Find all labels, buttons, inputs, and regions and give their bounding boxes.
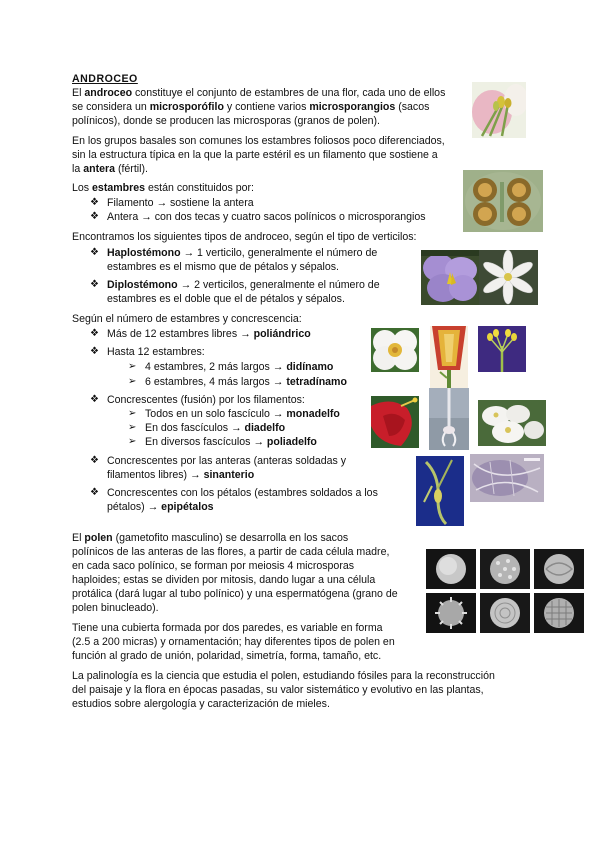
polen-line-4: haploides; estas se dividen por mitosis, dando lugar a una célula bbox=[72, 574, 376, 586]
intro-line-3: polínicos), donde se producen las microsporas (granos de polen). bbox=[72, 115, 380, 127]
palinologia-line-2: del paisaje y la flora en épocas pasadas, su valor sistemático y evolutivo en las plantas, bbox=[72, 684, 484, 696]
section-title: ANDROCEO bbox=[72, 73, 138, 85]
epipetalos-photo bbox=[470, 454, 544, 502]
basal-line-2: sin la estructura típica en la que la parte estéril es un filamento que sostiene a bbox=[72, 149, 438, 161]
stamen-closeup-photo bbox=[472, 82, 526, 138]
purple-flower-photo bbox=[421, 250, 479, 305]
estambres-intro: Los estambres están constituidos por: bbox=[72, 182, 254, 194]
pollen-sem-5 bbox=[480, 593, 530, 633]
polen-line-5: protálica (dará lugar al tubo polínico) y una espermatógena (grano de bbox=[72, 588, 398, 600]
pollen-sem-6 bbox=[534, 593, 584, 633]
tubular-flower-photo bbox=[430, 326, 468, 390]
pollen-sem-3 bbox=[534, 549, 584, 589]
intro-line-1: El androceo constituye el conjunto de estambres de una flor, cada uno de ellos bbox=[72, 87, 446, 99]
white-rose-photo bbox=[371, 328, 419, 372]
pollen-sem-4 bbox=[426, 593, 476, 633]
white-star-flower-photo bbox=[479, 250, 538, 305]
polen-line-3: en cada saco polínico, se forman por meiosis 4 microsporas bbox=[72, 560, 355, 572]
polen-line-2: polínicos de las anteras de las flores, a partir de cada célula madre, bbox=[72, 546, 390, 558]
polen-line-6: polen binucleado). bbox=[72, 602, 159, 614]
document-page: ANDROCEO El androceo constituye el conjunto de estambres de una flor, cada uno de ellos se considera un microsporófilo y contiene varios microsporangios (sacos polínicos), donde se producen las microsporas (granos de polen). En los grupos basales son comunes los estambres foliosos poco diferenciados, sin la estructura típica en la que la parte estéril es un filamento que sostiene a la antera (fértil). Los estambres están constituidos por: ❖ Filamento → sostiene la antera ❖ Antera → con dos tecas y cuatro sacos polínicos o microsporangios Encontramos los siguientes tipos de androceo, según el tipo de verticilos: ❖ Haplostémono → 1 verticilo, generalmente el número de estambres es el mismo que de pétalos y sépalos. ❖ Diplostémono → 2 verticilos, generalmente el número de estambres es el doble que el de pétalos y sépalos. Según el número de estambres y concrescencia: ❖ Más de 12 estambres libres → poliándrico ❖ Hasta 12 estambres: ➢ 4 estambres, 2 más largos → didínamo ➢ 6 estambres, 4 más largos → tetradínamo ❖ Concrescentes (fusión) por los filamentos: ➢ Todos en un solo fascículo → monadelfo ➢ En dos fascículos → diadelfo ➢ En diversos fascículos → poliadelfo ❖ Concrescentes por las anteras (anteras soldadas y filamentos libres) → sinanterio ❖ Concrescentes con los pétalos (estambres soldados a los pétalos) → epipétalos El polen (gametofito masculino) se desarrolla en los sacos polínicos de las anteras de las flores, a partir de cada célula madre, en cada saco polínico, se forman por meiosis 4 microsporas haploides; estas se dividen por mitosis, dando lugar a una célula protálica (dará lugar al tubo polínico) y una espermatógena (grano de polen binucleado). Tiene una cubierta formada por dos paredes, es variable en forma (2.5 a 200 micras) y ornamentación; hay diferentes tipos de polen en función al grado de unión, polaridad, simetría, forma, tamaño, etc. La palinología es la ciencia que estudia el polen, estudiando fósiles para la reconstrucción del paisaje y la flora en épocas pasadas, su valor sistemático y evolutivo en las plantas, estudios sobre alergología y caracterización de mieles. bbox=[0, 0, 600, 848]
pollen-sem-2 bbox=[480, 549, 530, 589]
basal-line-1: En los grupos basales son comunes los estambres foliosos poco diferenciados, bbox=[72, 135, 445, 147]
intro-line-2: se considera un microsporófilo y contiene varios microsporangios (sacos bbox=[72, 101, 430, 113]
cubierta-line-3: función al grado de unión, polaridad, simetría, forma, tamaño, etc. bbox=[72, 650, 382, 662]
palinologia-line-1: La palinología es la ciencia que estudia el polen, estudiando fósiles para la reconstrucción bbox=[72, 670, 495, 682]
cubierta-line-2: (2.5 a 200 micras) y ornamentación; hay diferentes tipos de polen en bbox=[72, 636, 395, 648]
stamens-dark-photo bbox=[478, 326, 526, 372]
polen-line-1: El polen (gametofito masculino) se desarrolla en los sacos bbox=[72, 532, 349, 544]
anther-section-photo bbox=[463, 170, 543, 232]
white-flower-cluster-photo bbox=[478, 400, 546, 446]
pollen-sem-1 bbox=[426, 549, 476, 589]
verticilos-intro: Encontramos los siguientes tipos de androceo, según el tipo de verticilos: bbox=[72, 231, 417, 243]
basal-line-3: la antera (fértil). bbox=[72, 163, 148, 175]
cubierta-line-1: Tiene una cubierta formada por dos paredes, es variable en forma bbox=[72, 622, 383, 634]
sinanterio-photo bbox=[416, 456, 464, 526]
hibiscus-photo bbox=[371, 396, 419, 448]
palinologia-line-3: estudios sobre alergología y caracterización de mieles. bbox=[72, 698, 330, 710]
pendant-stamen-photo bbox=[429, 388, 469, 450]
numero-intro: Según el número de estambres y concrescencia: bbox=[72, 313, 302, 325]
